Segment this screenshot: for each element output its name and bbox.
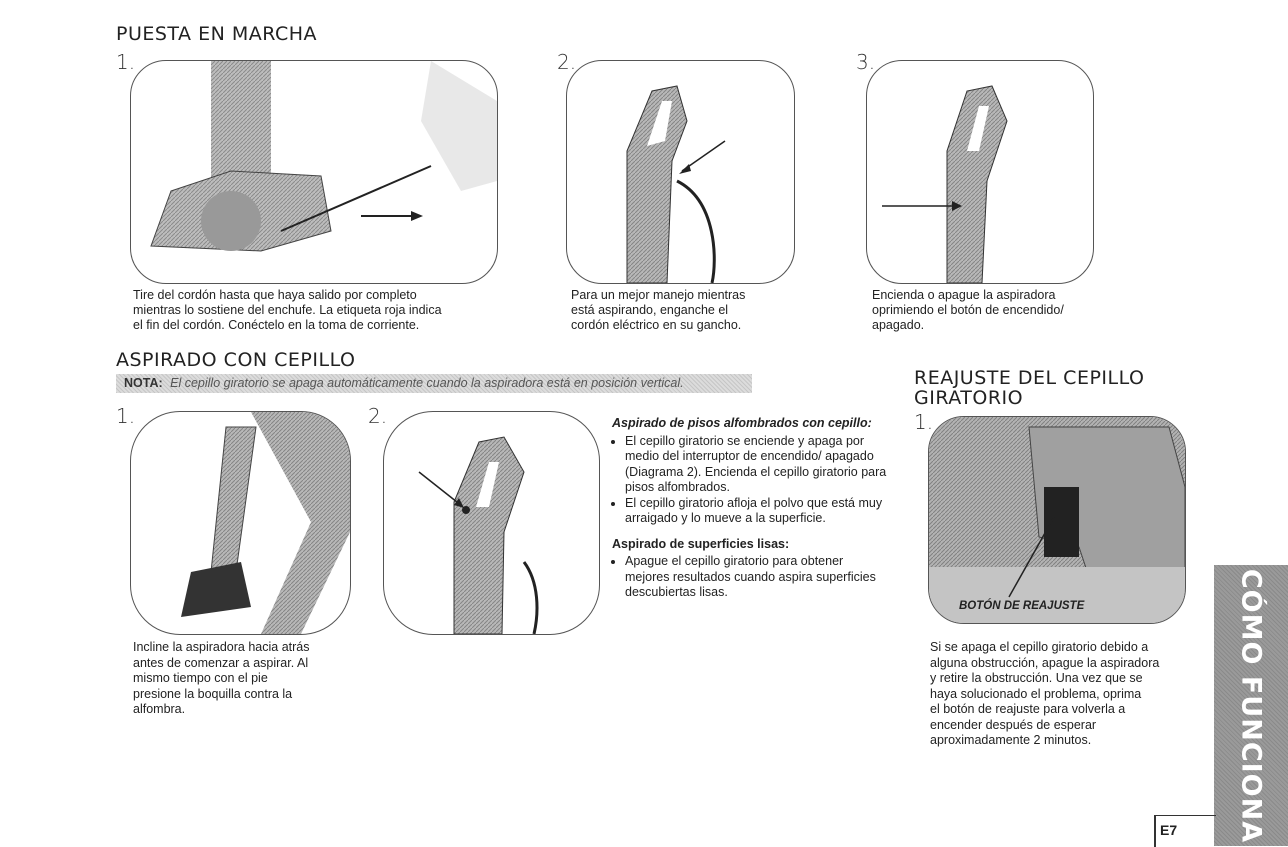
- illustration-tilt-vacuum: [130, 411, 351, 635]
- note-text: El cepillo giratorio se apaga automáticamente cuando la aspiradora está en posición vertical.: [170, 376, 684, 390]
- step-number: 1.: [116, 404, 136, 428]
- caption-tilt: [133, 640, 310, 718]
- illustration-power-button: [866, 60, 1094, 284]
- carpet-instructions: [612, 416, 888, 601]
- illustration-reset-button: [928, 416, 1186, 624]
- section-heading-reajuste: [914, 368, 1144, 408]
- reset-button-label: BOTÓN DE REAJUSTE: [959, 600, 1085, 612]
- caption-line: mismo tiempo con el pie: [133, 671, 268, 685]
- caption-line: oprimiendo el botón de encendido/: [872, 303, 1064, 317]
- caption-line: apagado.: [872, 318, 925, 332]
- note-banner: [116, 374, 752, 393]
- caption-line: mientras lo sostiene del enchufe. La etiqueta roja indica: [133, 303, 442, 317]
- step-number: 1.: [914, 410, 934, 434]
- list-item: • El cepillo giratorio se enciende y apaga por medio del interruptor de encendido/ apagado (Diagrama 2). Encienda el cepillo giratorio para pisos alfombrados.: [625, 434, 888, 496]
- caption-step-3: [872, 288, 1064, 333]
- carpet-list: [612, 434, 888, 527]
- smooth-floor-list: [612, 554, 888, 601]
- caption-line: Tire del cordón hasta que haya salido por completo: [133, 288, 417, 302]
- heading-line: REAJUSTE DEL CEPILLO: [914, 367, 1145, 389]
- illustration-cord-hook: [566, 60, 795, 284]
- caption-line: alfombra.: [133, 702, 186, 716]
- note-label: NOTA:: [124, 376, 163, 390]
- caption-line: Para un mejor manejo mientras: [571, 288, 746, 302]
- step-number: 2.: [557, 50, 577, 74]
- carpet-title: Aspirado de pisos alfombrados con cepillo:: [612, 416, 872, 430]
- caption-line: Si se apaga el cepillo giratorio debido a: [930, 640, 1149, 654]
- caption-step-2: [571, 288, 745, 333]
- caption-line: encender después de esperar: [930, 717, 1097, 732]
- caption-line: y retire la obstrucción. Una vez que se: [930, 671, 1143, 685]
- illustration-brush-switch: [383, 411, 600, 635]
- caption-line: presione la boquilla contra la: [133, 686, 293, 701]
- caption-line: el botón de reajuste para volverla a: [930, 702, 1126, 716]
- caption-line: haya solucionado el problema, oprima: [930, 686, 1142, 701]
- section-heading-aspirado: ASPIRADO CON CEPILLO: [116, 349, 356, 371]
- caption-line: antes de comenzar a aspirar. Al: [133, 655, 309, 670]
- caption-line: aproximadamente 2 minutos.: [930, 733, 1092, 747]
- page-number: E7: [1160, 822, 1178, 838]
- step-number: 3.: [856, 50, 876, 74]
- illustration-cord-plug: [130, 60, 498, 284]
- caption-line: el fin del cordón. Conéctelo en la toma de corriente.: [133, 318, 420, 332]
- step-number: 1.: [116, 50, 136, 74]
- caption-line: Encienda o apague la aspiradora: [872, 288, 1056, 302]
- caption-step-1: [133, 288, 442, 333]
- caption-line: cordón eléctrico en su gancho.: [571, 318, 742, 332]
- step-number: 2.: [368, 404, 388, 428]
- section-heading-puesta-en-marcha: PUESTA EN MARCHA: [116, 23, 318, 45]
- side-tab-label: CÓMO FUNCIONA: [1235, 568, 1267, 843]
- caption-line: está aspirando, enganche el: [571, 303, 729, 317]
- list-item: • El cepillo giratorio afloja el polvo que está muy arraigado y lo mueve a la superficie.: [625, 496, 888, 527]
- caption-line: Incline la aspiradora hacia atrás: [133, 640, 310, 654]
- smooth-floor-title: Aspirado de superficies lisas:: [612, 536, 790, 551]
- caption-line: alguna obstrucción, apague la aspiradora: [930, 655, 1160, 670]
- side-tab: [1214, 565, 1288, 846]
- caption-reset: [930, 640, 1159, 749]
- heading-line: GIRATORIO: [914, 387, 1024, 409]
- list-item: • Apague el cepillo giratorio para obtener mejores resultados cuando aspira superficies descubiertas lisas.: [625, 554, 888, 601]
